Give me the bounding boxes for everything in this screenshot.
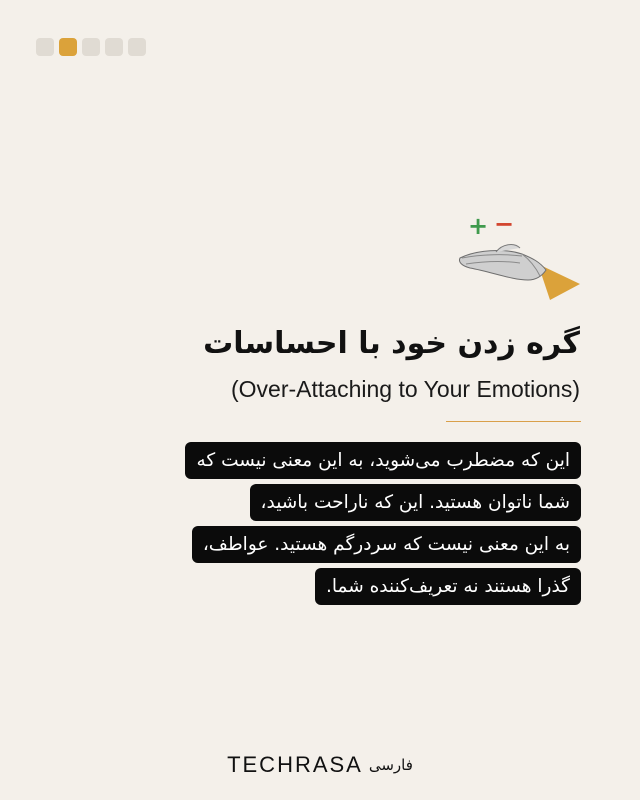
page-dot[interactable] xyxy=(128,38,146,56)
page-dot-active[interactable] xyxy=(59,38,77,56)
page-subtitle: (Over-Attaching to Your Emotions) xyxy=(231,376,580,402)
body-text xyxy=(185,442,581,605)
brand-persian: فارسی xyxy=(368,756,413,774)
page-dot[interactable] xyxy=(105,38,123,56)
body-line: شما ناتوان هستید. این که ناراحت باشید، xyxy=(250,484,581,521)
divider xyxy=(446,421,581,422)
body-line: این که مضطرب می‌شوید، به این معنی نیست که xyxy=(185,442,581,479)
hand-icon xyxy=(456,236,586,304)
brand-logo xyxy=(0,752,640,778)
page-dot[interactable] xyxy=(36,38,54,56)
page-dot[interactable] xyxy=(82,38,100,56)
body-line: گذرا هستند نه تعریف‌کننده شما. xyxy=(315,568,581,605)
pagination-dots xyxy=(36,38,146,56)
hand-illustration xyxy=(456,212,586,304)
brand-latin: TECHRASA xyxy=(227,752,363,777)
body-line: به این معنی نیست که سردرگم هستید. عواطف، xyxy=(192,526,581,563)
plus-icon: + xyxy=(468,212,489,240)
page-title: گره زدن خود با احساسات xyxy=(203,326,580,361)
minus-icon: − xyxy=(494,210,515,238)
